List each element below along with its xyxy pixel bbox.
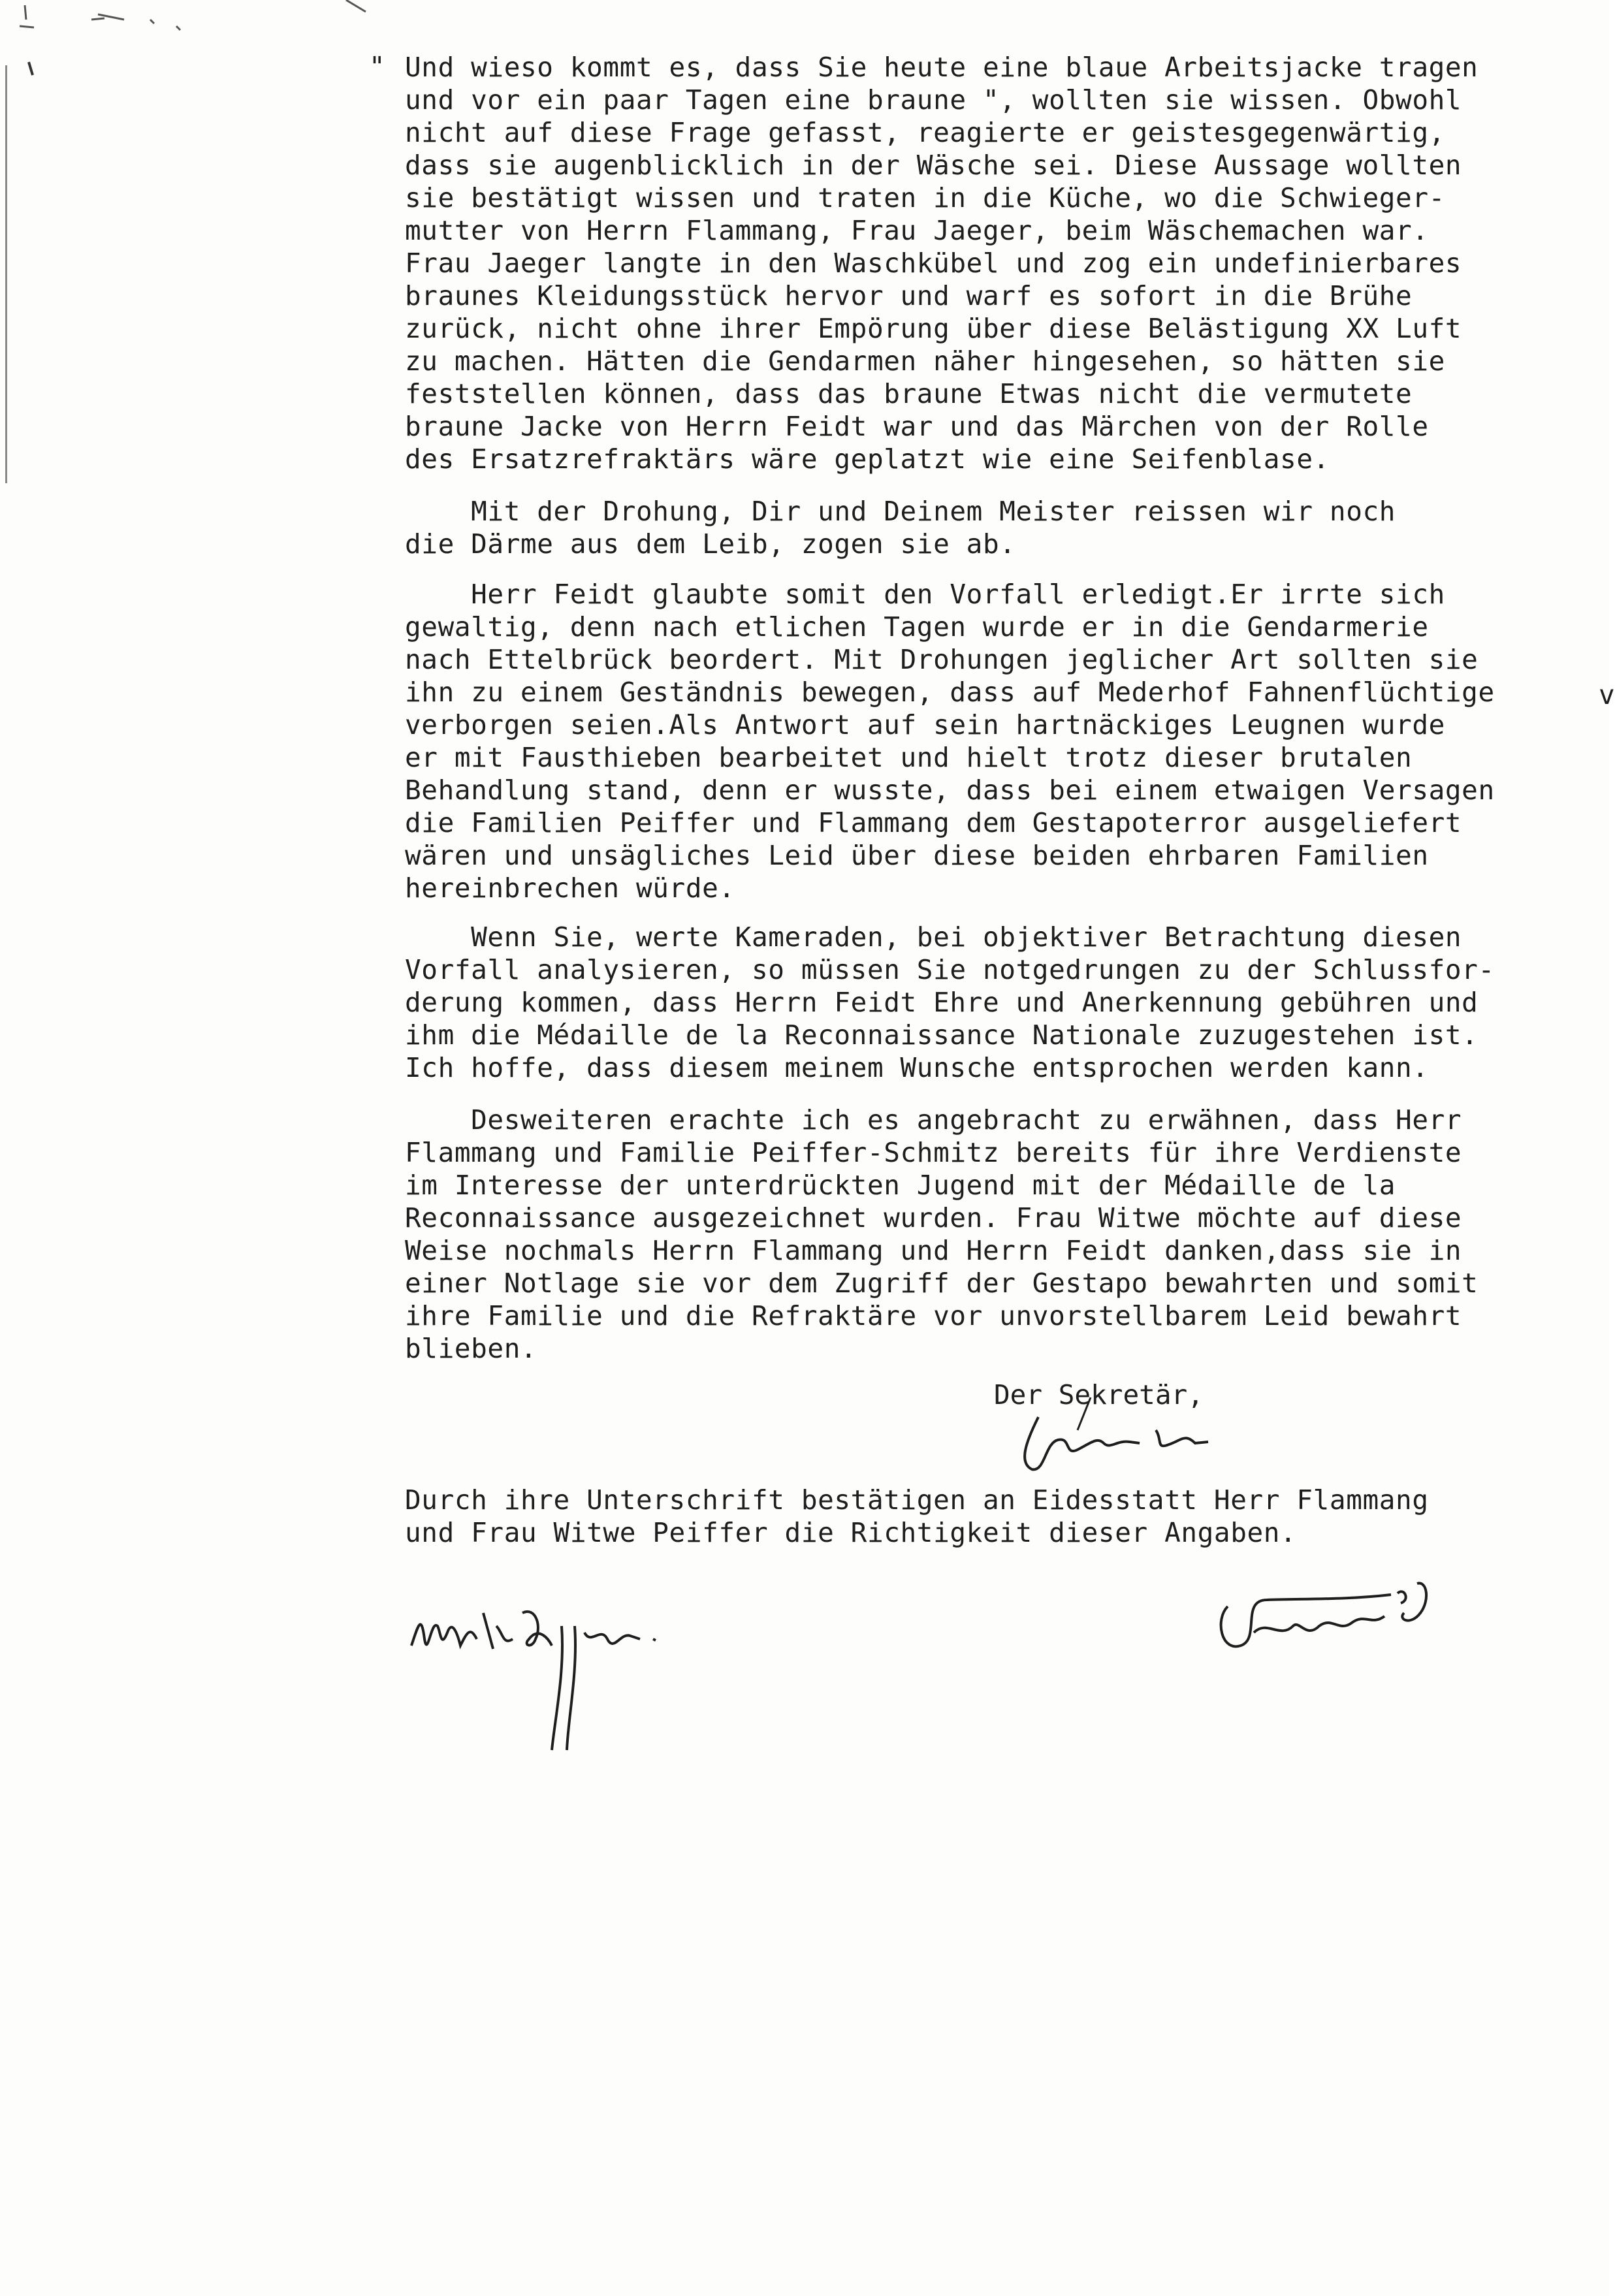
signature-marie-peiffer <box>405 1587 771 1757</box>
paragraph-5: Desweiteren erachte ich es angebracht zu erwähnen, dass Herr Flammang und Familie Peiffer-Schmitz bereits für ihre Verdienste im Interesse der unterdrückten Jugend mit der Médaille de la Reconnaissance ausgezeichnet wurden. Frau Witwe möchte auf diese Weise nochmals Herrn Flammang und Herrn Feidt danken,dass sie in einer Notlage sie vor dem Zugriff der Gestapo bewahrten und somit ihre Familie und die Refraktäre vor unvorstellbarem Leid bewahrt blieben. <box>405 1104 1479 1364</box>
secretary-signature <box>999 1404 1247 1482</box>
margin-overflow-char: v <box>1599 679 1615 710</box>
scan-edge-marks <box>0 0 457 91</box>
paragraph-4: Wenn Sie, werte Kameraden, bei objektiver Betrachtung diesen Vorfall analysieren, so müssen Sie notgedrungen zu der Schlussfor- derung kommen, dass Herrn Feidt Ehre und Anerkennung gebühren und ihm die Médaille de la Reconnaissance Nationale zuzugestehen ist. Ich hoffe, dass diesem meinem Wunsche entsprochen werden kann. <box>405 921 1495 1083</box>
attestation-text: Durch ihre Unterschrift bestätigen an Eidesstatt Herr Flammang und Frau Witwe Peiffer die Richtigkeit dieser Angaben. <box>405 1484 1429 1548</box>
opening-quote: " <box>369 51 385 82</box>
paragraph-3: Herr Feidt glaubte somit den Vorfall erledigt.Er irrte sich gewaltig, denn nach etlichen Tagen wurde er in die Gendarmerie nach Ettelbrück beordert. Mit Drohungen jeglicher Art sollten sie ihn zu einem Geständnis bewegen, dass auf Mederhof Fahnenflüchtige verborgen seien.Als Antwort auf sein hartnäckiges Leugnen wurde er mit Fausthieben bearbeitet und hielt trotz dieser brutalen Behandlung stand, denn er wusste, dass bei einem etwaigen Versagen die Familien Peiffer und Flammang dem Gestapoterror ausgeliefert wären und unsägliches Leid über diese beiden ehrbaren Familien hereinbrechen würde. <box>405 579 1495 904</box>
left-margin-mark <box>5 65 7 483</box>
paragraph-2: Mit der Drohung, Dir und Deinem Meister reissen wir noch die Därme aus dem Leib, zogen sie ab. <box>405 496 1396 560</box>
signature-flammang <box>1202 1580 1489 1672</box>
paragraph-1: Und wieso kommt es, dass Sie heute eine blaue Arbeitsjacke tragen und vor ein paar Tagen eine braune ", wollten sie wissen. Obwohl nicht auf diese Frage gefasst, reagierte er geistesgegenwärtig, dass sie augenblicklich in der Wäsche sei. Diese Aussage wollten sie bestätigt wissen und traten in die Küche, wo die Schwieger- mutter von Herrn Flammang, Frau Jaeger, beim Wäschemachen war. Frau Jaeger langte in den Waschkübel und zog ein undefinierbares braunes Kleidungsstück hervor und warf es sofort in die Brühe zurück, nicht ohne ihrer Empörung über diese Belästigung XX Luft zu machen. Hätten die Gendarmen näher hingesehen, so hätten sie feststellen können, dass das braune Etwas nicht die vermutete braune Jacke von Herrn Feidt war und das Märchen von der Rolle des Ersatzrefraktärs wäre geplatzt wie eine Seifenblase. <box>405 52 1479 475</box>
closing-secretary: Der Sekretär, <box>994 1379 1204 1411</box>
